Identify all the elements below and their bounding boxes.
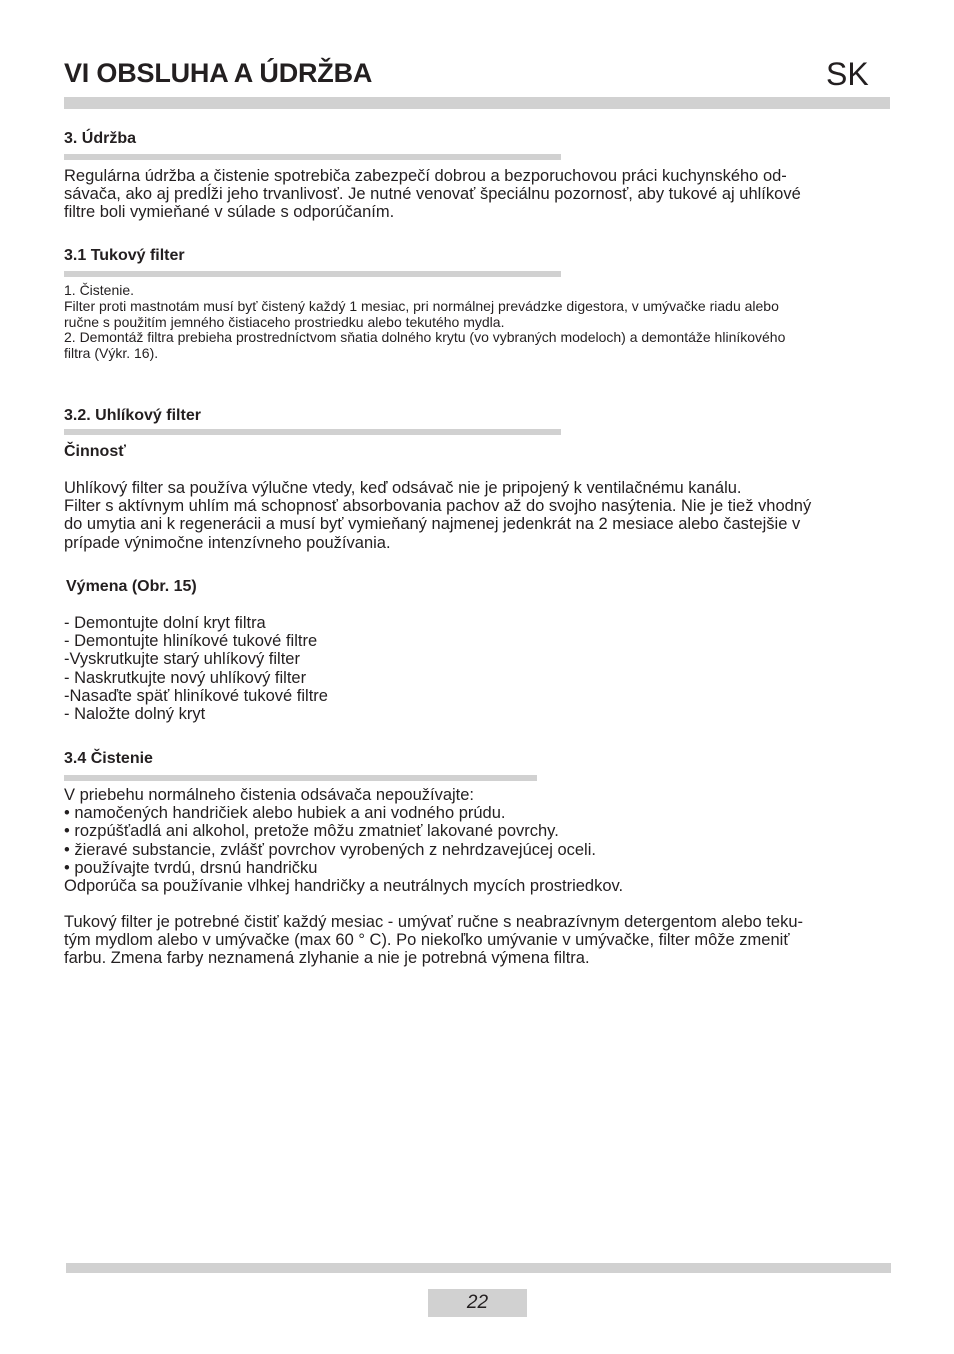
list-item: - Naskrutkujte nový uhlíkový filter (64, 668, 307, 687)
section-divider (64, 775, 537, 781)
list-item: -Nasaďte späť hliníkové tukové filtre (64, 686, 328, 705)
list-item: - Demontujte dolní kryt filtra (64, 614, 266, 632)
text-line: sávača, ako aj predĺži jeho trvanlivosť. Je nutné venovať špeciálnu pozornosť, aby tukové aj uhlíkové (64, 185, 801, 204)
subheading-operation: Činnosť (64, 443, 126, 460)
grease-filter-paragraph (64, 283, 785, 362)
list-item: - Demontujte hliníkové tukové filtre (64, 632, 318, 651)
cleaning-paragraph (64, 786, 623, 895)
replacement-steps-list (64, 614, 328, 723)
grease-filter-cleaning-paragraph (64, 913, 803, 968)
text-line: do umytia ani k regenerácii a musí byť vymieňaný najmenej jedenkrát na 2 mesiace alebo častejšie v (64, 515, 801, 534)
text-line: Filter proti mastnotám musí byť čistený každý 1 mesiac, pri normálnej prevádzke digestora, v umývačke riadu alebo (64, 297, 779, 314)
carbon-filter-paragraph (64, 479, 811, 552)
list-item: -Vyskrutkujte starý uhlíkový filter (64, 650, 300, 669)
maintenance-paragraph (64, 167, 801, 222)
subheading-replacement: Výmena (Obr. 15) (66, 578, 197, 595)
text-line: Odporúča sa používanie vlhkej handričky a neutrálnych mycích prostriedkov. (64, 877, 624, 896)
text-line: • žieravé substancie, zvlášť povrchov vyrobených z nehrdzavejúcej oceli. (64, 840, 596, 859)
text-line: 1. Čistenie. (64, 282, 135, 298)
text-line: tým mydlom alebo v umývačke (max 60 ° C). Po niekoľko umývanie v umývačke, filter môže zmeniť (64, 931, 790, 950)
page-number: 22 (428, 1289, 527, 1317)
header-divider (64, 97, 890, 109)
page-title: VI OBSLUHA A ÚDRŽBA (64, 58, 373, 88)
footer-divider (66, 1263, 891, 1273)
text-line: Regulárna údržba a čistenie spotrebiča zabezpečí dobrou a bezporuchovou práci kuchynského od- (64, 167, 787, 185)
section-divider (64, 154, 561, 160)
text-line: • rozpúšťadlá ani alkohol, pretože môžu zmatnieť lakované povrchy. (64, 822, 559, 841)
text-line: farbu. Zmena farby neznamená zlyhanie a nie je potrebná výmena filtra. (64, 949, 590, 968)
text-line: Filter s aktívnym uhlím má schopnosť absorbovania pachov až do svojho nasýtenia. Nie je tiež vhodný (64, 497, 812, 516)
text-line: prípade výnimočne intenzívneho používania. (64, 533, 391, 552)
section-divider (64, 271, 561, 277)
section-heading-cleaning: 3.4 Čistenie (64, 750, 153, 767)
language-code: SK (826, 56, 869, 92)
text-line: 2. Demontáž filtra prebieha prostredníctvom sňatia dolného krytu (vo vybraných modeloch) a demontáže hliníkového (64, 329, 786, 346)
text-line: • namočených handričiek alebo hubiek a ani vodného prúdu. (64, 804, 506, 823)
text-line: • používajte tvrdú, drsnú handričku (64, 858, 318, 877)
text-line: V priebehu normálneho čistenia odsávača nepoužívajte: (64, 786, 475, 804)
text-line: Uhlíkový filter sa používa výlučne vtedy, keď odsávač nie je pripojený k ventilačnému kanálu. (64, 479, 742, 497)
text-line: ručne s použitím jemného čistiaceho prostriedku alebo tekutého mydla. (64, 313, 505, 330)
list-item: - Naložte dolný kryt (64, 705, 206, 724)
section-divider (64, 429, 561, 435)
section-heading-grease-filter: 3.1 Tukový filter (64, 247, 185, 264)
section-heading-maintenance: 3. Údržba (64, 130, 137, 147)
text-line: Tukový filter je potrebné čistiť každý mesiac - umývať ručne s neabrazívnym detergentom alebo teku- (64, 913, 804, 931)
text-line: filtra (Výkr. 16). (64, 345, 159, 362)
section-heading-carbon-filter: 3.2. Uhlíkový filter (64, 407, 201, 424)
text-line: filtre boli vymieňané v súlade s odporúčaním. (64, 203, 395, 222)
